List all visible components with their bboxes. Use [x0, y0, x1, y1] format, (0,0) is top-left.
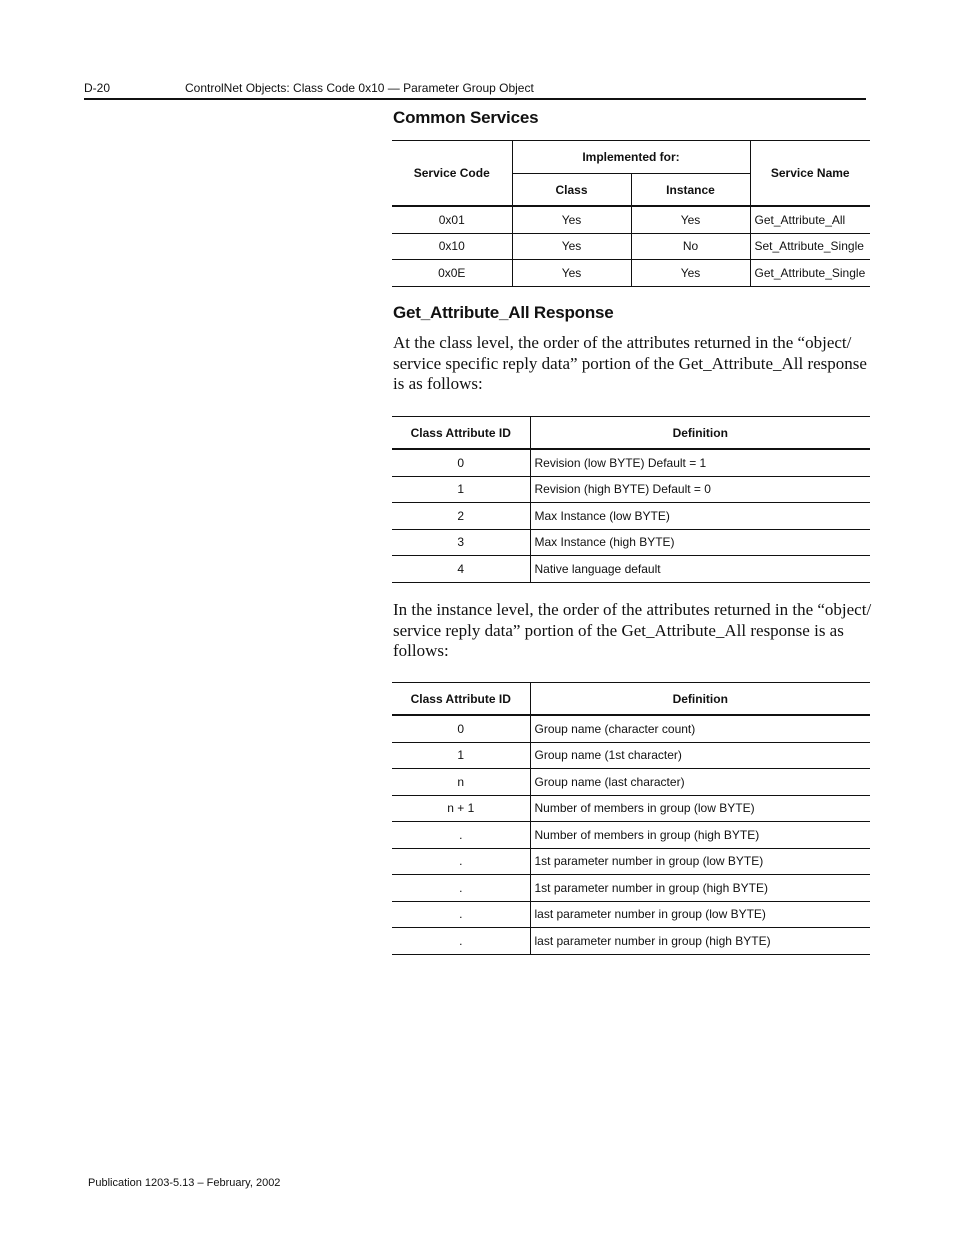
- table-row: [392, 848, 870, 875]
- table-row: [392, 529, 870, 556]
- attribute-id-cell: .: [392, 822, 530, 849]
- service-code-cell: 0x10: [392, 233, 512, 260]
- publication-footer: Publication 1203-5.13 – February, 2002: [88, 1177, 281, 1189]
- col-implemented-for: Implemented for:: [512, 141, 750, 174]
- attribute-id-cell: .: [392, 928, 530, 955]
- col-class-attribute-id: Class Attribute ID: [410, 425, 511, 440]
- service-name-cell: Set_Attribute_Single: [750, 233, 870, 260]
- attribute-id-cell: n: [392, 769, 530, 796]
- page-number: D-20: [84, 81, 111, 95]
- instance-cell: Yes: [631, 206, 750, 233]
- definition-cell: Group name (1st character): [530, 742, 870, 769]
- col-service-code: Service Code: [413, 166, 490, 180]
- class-level-intro: At the class level, the order of the attributes returned in the “object/ service specific reply data” portion of the Get_Attribute_All response is as follows:: [393, 333, 867, 393]
- header-rule: [84, 98, 866, 100]
- definition-cell: Native language default: [530, 556, 870, 583]
- attribute-id-cell: 0: [392, 715, 530, 742]
- attribute-id-cell: .: [392, 901, 530, 928]
- table-row: [392, 769, 870, 796]
- table-row: [392, 206, 870, 233]
- attribute-id-cell: 4: [392, 556, 530, 583]
- attribute-id-cell: 0: [392, 449, 530, 476]
- instance-cell: Yes: [631, 260, 750, 287]
- definition-cell: Number of members in group (low BYTE): [530, 795, 870, 822]
- definition-cell: Group name (character count): [530, 715, 870, 742]
- attribute-id-cell: 1: [392, 742, 530, 769]
- definition-cell: Revision (low BYTE) Default = 1: [530, 449, 870, 476]
- running-header-title: ControlNet Objects: Class Code 0x10 — Parameter Group Object: [185, 81, 534, 95]
- table-row: [392, 901, 870, 928]
- table-row: [392, 795, 870, 822]
- definition-cell: last parameter number in group (high BYTE): [530, 928, 870, 955]
- instance-level-intro: In the instance level, the order of the attributes returned in the “object/ service reply data” portion of the Get_Attribute_All response is as follows:: [393, 600, 872, 660]
- service-name-cell: Get_Attribute_Single: [750, 260, 870, 287]
- table-row: [392, 476, 870, 503]
- table-row: [392, 742, 870, 769]
- definition-cell: Max Instance (low BYTE): [530, 503, 870, 530]
- instance-cell: No: [631, 233, 750, 260]
- attribute-id-cell: 2: [392, 503, 530, 530]
- attribute-id-cell: .: [392, 848, 530, 875]
- col-instance: Instance: [631, 174, 750, 207]
- definition-cell: 1st parameter number in group (high BYTE): [530, 875, 870, 902]
- col-class-attribute-id: Class Attribute ID: [410, 691, 511, 706]
- table-row: [392, 503, 870, 530]
- table-row: [392, 233, 870, 260]
- col-service-name: Service Name: [750, 141, 870, 207]
- definition-cell: 1st parameter number in group (low BYTE): [530, 848, 870, 875]
- definition-cell: Max Instance (high BYTE): [530, 529, 870, 556]
- col-class: Class: [512, 174, 631, 207]
- definition-cell: Group name (last character): [530, 769, 870, 796]
- common-services-table: [392, 140, 870, 287]
- attribute-id-cell: n + 1: [392, 795, 530, 822]
- common-services-heading: Common Services: [393, 108, 539, 127]
- instance-attribute-table: [392, 682, 870, 955]
- class-cell: Yes: [512, 233, 631, 260]
- class-cell: Yes: [512, 260, 631, 287]
- table-row: [392, 875, 870, 902]
- attribute-id-cell: 3: [392, 529, 530, 556]
- table-row: [392, 715, 870, 742]
- table-row: [392, 449, 870, 476]
- table-row: [392, 822, 870, 849]
- table-row: [392, 260, 870, 287]
- definition-cell: Revision (high BYTE) Default = 0: [530, 476, 870, 503]
- class-cell: Yes: [512, 206, 631, 233]
- col-definition: Definition: [530, 417, 870, 450]
- attribute-id-cell: .: [392, 875, 530, 902]
- definition-cell: last parameter number in group (low BYTE): [530, 901, 870, 928]
- service-name-cell: Get_Attribute_All: [750, 206, 870, 233]
- table-row: [392, 556, 870, 583]
- attribute-id-cell: 1: [392, 476, 530, 503]
- service-code-cell: 0x01: [392, 206, 512, 233]
- table-row: [392, 928, 870, 955]
- class-attribute-table: [392, 416, 870, 583]
- service-code-cell: 0x0E: [392, 260, 512, 287]
- col-definition: Definition: [530, 683, 870, 716]
- definition-cell: Number of members in group (high BYTE): [530, 822, 870, 849]
- get-attribute-all-heading: Get_Attribute_All Response: [393, 303, 614, 322]
